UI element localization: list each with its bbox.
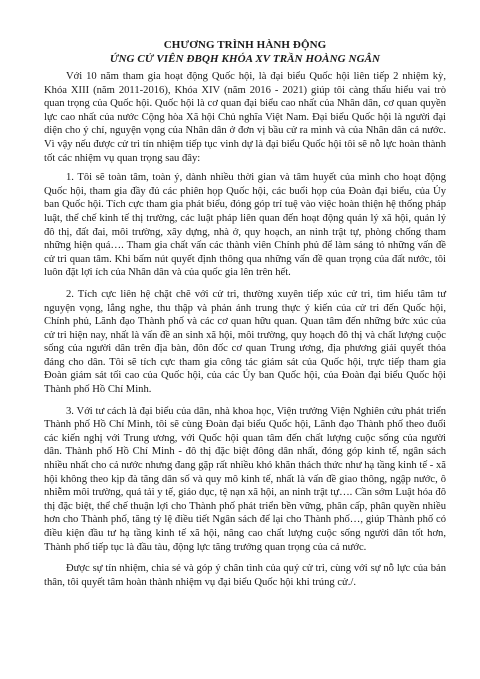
document-title: CHƯƠNG TRÌNH HÀNH ĐỘNG (163, 39, 327, 51)
commitment-paragraph-2: 2. Tích cực liên hệ chặt chẽ với cử tri, thường xuyên tiếp xúc cử tri, tìm hiểu tâm tư nguyện vọng, lắng nghe, thu thập và phản ánh trung thực ý kiến của cử tri đến Quốc hội, Chính phủ, Lãnh đạo Thành phố và các cơ quan hữu quan. Quan tâm đến những bức xúc của cử tri hiện nay, nhất là vấn đề an sinh xã hội, môi trường, quy hoạch đô thị và chất lượng cuộc sống của người dân trên địa bàn, đôn đốc cơ quan Trung ương, địa phương giải quyết thỏa đáng cho dân. Tôi sẽ tích cực tham gia công tác giám sát của Quốc hội, trực tiếp tham gia Đoàn giám sát tối cao của Quốc hội, của các Ủy ban Quốc hội, của Đoàn đại biểu Quốc hội Thành phố Hồ Chí Minh. (44, 288, 446, 396)
commitment-paragraph-3: 3. Với tư cách là đại biểu của dân, nhà khoa học, Viện trưởng Viện Nghiên cứu phát triển Thành phố Hồ Chí Minh, tôi sẽ cùng Đoàn đại biểu Quốc hội, Lãnh đạo Thành phố theo đuổi các kiến nghị với Trung ương, với Quốc hội quan tâm đến chất lượng cuộc sống của người dân. Thành phố Hồ Chí Minh - đô thị đặc biệt đông dân nhất, đóng góp kinh tế, ngân sách nhiều nhất cho cả nước nhưng đang gặp rất nhiều khó khăn thách thức như hạ tầng kinh tế - xã hội không theo kịp đà tăng dân số và quy mô kinh tế, nhất là vấn đề giao thông, ngập nước, ô nhiễm môi trường, quá tải y tế, giáo dục, tệ nạn xã hội, an ninh trật tự…. Cần sớm Luật hóa đô thị đặc biệt, thể chế thuận lợi cho Thành phố phát triển bền vững, phân cấp, phân quyền nhiều hơn cho Thành phố, tăng tỷ lệ điều tiết Ngân sách để lại cho Thành phố…, giúp Thành phố có điều kiện đầu tư hạ tầng kinh tế xã hội, nâng cao chất lượng cuộc sống người dân tốt hơn, Thành phố tiếp tục là đầu tàu, động lực tăng trưởng quan trọng của cả nước. (44, 405, 446, 553)
closing-paragraph: Được sự tín nhiệm, chia sẻ và góp ý chân tình của quý cử tri, cùng với sự nỗ lực của bản thân, tôi quyết tâm hoàn thành nhiệm vụ đại biểu Quốc hội khi trúng cử./. (44, 563, 446, 588)
intro-paragraph: Với 10 năm tham gia hoạt động Quốc hội, là đại biểu Quốc hội liên tiếp 2 nhiệm kỳ, Khóa XIII (năm 2011-2016), Khóa XIV (năm 2016 - 2021) giúp tôi càng thấu hiểu vai trò quan trọng của Quốc hội. Quốc hội là cơ quan đại biểu cao nhất của Nhân dân, cơ quan quyền lực cao nhất của nước Cộng hòa Xã hội Chủ nghĩa Việt Nam. Đại biểu Quốc hội là người đại diện cho ý chí, nguyện vọng của Nhân dân ở đơn vị bầu cử ra mình và của Nhân dân cả nước. Vì vậy nếu được cử tri tín nhiệm tiếp tục vinh dự là đại biểu Quốc hội tôi sẽ nỗ lực hoàn thành tốt các nhiệm vụ quan trọng sau đây: (44, 71, 446, 164)
document-subtitle: ỨNG CỬ VIÊN ĐBQH KHÓA XV TRẦN HOÀNG NGÂN (109, 53, 381, 65)
commitment-paragraph-1: 1. Tôi sẽ toàn tâm, toàn ý, dành nhiều thời gian và tâm huyết của mình cho hoạt động Quốc hội, tham gia đầy đủ các phiên họp Quốc hội, các buổi họp của Đoàn đại biểu, của Ủy ban Quốc hội. Tích cực tham gia phát biểu, đóng góp trí tuệ vào việc hoàn thiện hệ thống pháp luật, thể chế kinh tế thị trường, các luật pháp liên quan đến hoạt động quản lý xã hội, quản lý đô thị, đất đai, môi trường, xây dựng, nhà ở, quy hoạch, an ninh trật tự, phòng chống tham những hiện quá…. Tham gia chất vấn các thành viên Chính phủ để làm sáng tỏ những vấn đề cử tri quan tâm. Khi bấm nút quyết định thông qua những vấn đề quan trọng của đất nước, tôi luôn đặt lợi ích của Nhân dân và của quốc gia lên trên hết. (44, 172, 446, 279)
